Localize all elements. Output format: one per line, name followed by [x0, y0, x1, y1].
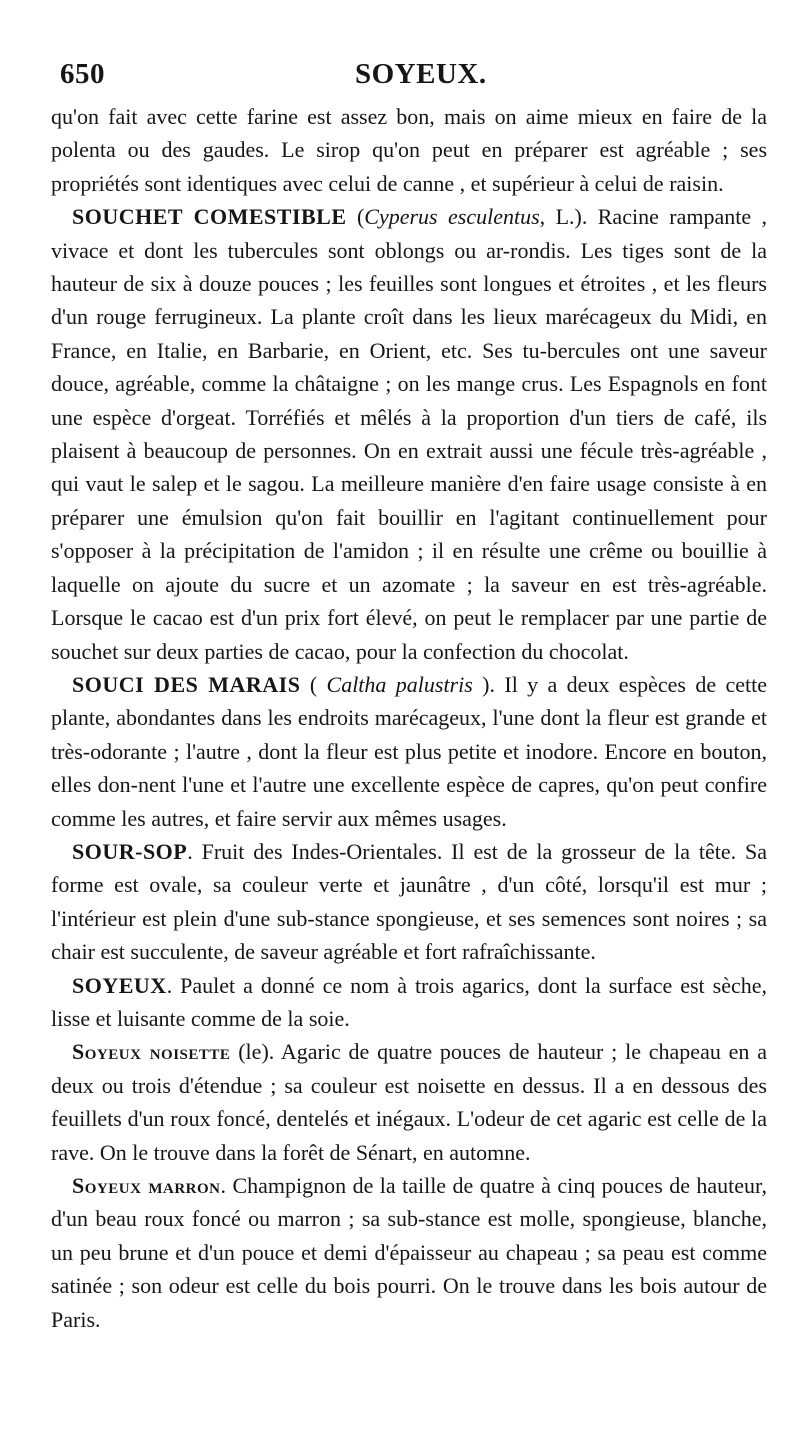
entry-text: . Champignon de la taille de quatre à cinq pouces de hauteur, d'un beau roux foncé ou marron ; sa sub-stance est molle, spongieuse, blanche, un peu brune et d'un pouce et demi d'épaisseur au chapeau ; sa peau est comme satinée ; son odeur est celle du bois pourri. On le trouve dans les bois autour de Paris. — [51, 1173, 767, 1332]
entry-headword: SOUR-SOP — [72, 838, 188, 864]
entry-headword: SOUCI DES MARAIS — [72, 671, 301, 697]
entry-text: ). Il y a deux espèces de cette plante, abondantes dans les endroits marécageux, l'une dont la fleur est grande et très-odorante ; l'autre , dont la fleur est plus petite et inodore. Encore en bouton, elles don-nent l'une et l'autre une excellente espèce de capres, qu'on peut confire comme les autres, et faire servir aux mêmes usages. — [51, 671, 768, 831]
entry-sour-sop — [51, 835, 767, 969]
entry-text: . Fruit des Indes-Orientales. Il est de la grosseur de la tête. Sa forme est ovale, sa couleur verte et jaunâtre , d'un côté, lorsqu'il est mur ; l'intérieur est plein d'une sub-stance spongieuse, et ses semences sont noires ; sa chair est succulente, de saveur agréable et fort rafraîchissante. — [51, 838, 767, 965]
entry-souci-des-marais — [51, 668, 767, 835]
entry-text: , L.). Racine rampante , vivace et dont les tubercules sont oblongs ou ar-rondis. Les tiges sont de la hauteur de six à douze pouces ; les feuilles sont longues et étroites , et les fleurs d'un rouge ferrugineux. La plante croît dans les lieux marécageux du Midi, en France, en Italie, en Barbarie, en Orient, etc. Ses tu-bercules ont une saveur douce, agréable, comme la châtaigne ; on les mange crus. Les Espagnols en font une espèce d'orgeat. Torréfiés et mêlés à la proportion d'un tiers de café, ils plaisent à beaucoup de personnes. On en extrait aussi une fécule très-agréable , qui vaut le salep et le sagou. La meilleure manière d'en faire usage consiste à en préparer une émulsion qu'on fait bouillir en l'agitant continuellement pour s'opposer à la précipitation de l'amidon ; il en résulte une crême ou bouillie à laquelle on ajoute du sucre et un azomate ; la saveur en est très-agréable. Lorsque le cacao est d'un prix fort élevé, on peut le remplacer par une partie de souchet sur deux parties de cacao, pour la confection du chocolat. — [51, 204, 768, 664]
entry-headword: Soyeux noisette — [72, 1039, 231, 1065]
entry-headword: Soyeux marron — [72, 1173, 221, 1198]
entry-latin-name: Caltha palustris — [326, 671, 473, 697]
entry-punct: ( — [300, 671, 327, 697]
entry-soyeux-marron — [51, 1169, 767, 1336]
entry-punct: ( — [346, 204, 365, 230]
paragraph-continuation — [51, 100, 767, 200]
page-number: 650 — [60, 58, 105, 90]
paragraph-text: qu'on fait avec cette farine est assez bon, mais on aime mieux en faire de la polenta ou des gaudes. Le sirop qu'on peut en préparer est agréable ; ses propriétés sont identiques avec celui de canne , et supérieur à celui de raisin. — [51, 104, 767, 196]
entry-headword: SOYEUX — [72, 972, 167, 998]
entry-soyeux — [51, 969, 767, 1036]
book-page — [51, 58, 767, 1336]
running-title: SOYEUX. — [355, 58, 487, 90]
entry-text: (le). Agaric de quatre pouces de hauteur ; le chapeau en a deux ou trois d'étendue ; sa couleur est noisette en dessus. Il a en dessous des feuillets d'un roux foncé, dentelés et inégaux. L'odeur de cet agaric est celle de la rave. On le trouve dans la forêt de Sénart, en automne. — [51, 1039, 767, 1165]
entry-latin-name: Cyperus esculentus — [364, 204, 540, 230]
body-text — [51, 100, 767, 1336]
entry-text: . Paulet a donné ce nom à trois agarics, dont la surface est sèche, lisse et luisante comme de la soie. — [51, 972, 767, 1031]
running-head — [51, 58, 767, 96]
entry-souchet-comestible — [51, 200, 767, 668]
entry-soyeux-noisette — [51, 1035, 767, 1169]
entry-headword: SOUCHET COMESTIBLE — [72, 204, 347, 230]
